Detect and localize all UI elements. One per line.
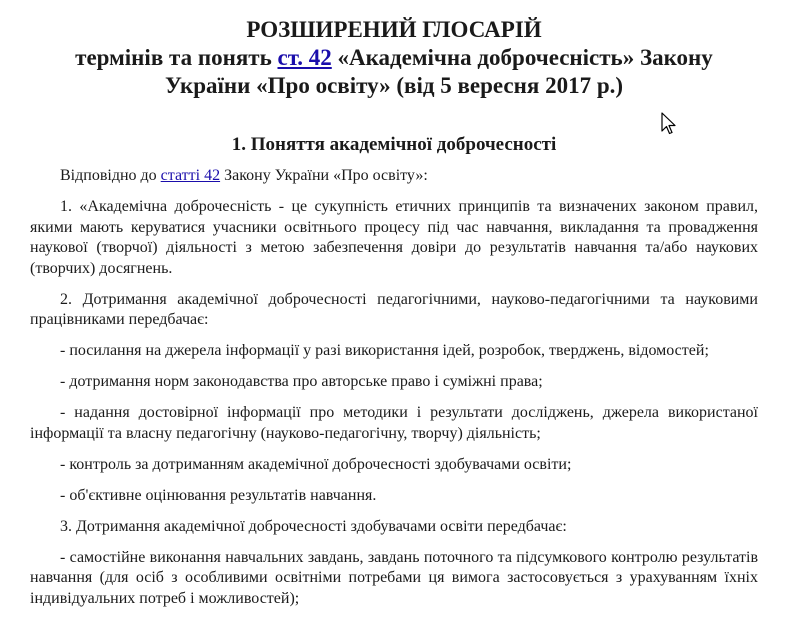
title-line-2-suffix: «Академічна доброчесність» Закону (331, 45, 713, 70)
paragraph-student-obligations: 3. Дотримання академічної доброчесності здобувачами освіти передбачає: (60, 517, 567, 535)
section-heading: 1. Поняття академічної доброчесності (231, 134, 557, 155)
title-line-1: РОЗШИРЕНИЙ ГЛОСАРІЙ (246, 17, 542, 42)
document-title (30, 0, 758, 100)
title-line-2 (30, 44, 758, 72)
title-line-3: України «Про освіту» (від 5 вересня 2017 р.) (164, 73, 624, 98)
intro-prefix: Відповідно до (60, 167, 161, 184)
mouse-pointer-icon (661, 112, 677, 136)
list-item-citations: - посилання на джерела інформації у разі використання ідей, розробок, тверджень, відомостей; (60, 342, 709, 359)
paragraph-staff-obligations: 2. Дотримання академічної доброчесності педагогічними, науково-педагогічними та науковими працівниками передбачає: (30, 290, 758, 328)
list-item-reliable-info: - надання достовірної інформації про методики і результати досліджень, джерела використаної інформації та власну педагогічну (науково-педагогічну, творчу) діяльність; (30, 404, 758, 442)
article-42-link[interactable]: ст. 42 (277, 45, 332, 70)
list-item-control: - контроль за дотриманням академічної доброчесності здобувачами освіти; (60, 455, 572, 473)
list-item-independent-work: - самостійне виконання навчальних завдань, завдань поточного та підсумкового контролю результатів навчання (для осіб з особливими освітніми потребами ця вимога застосовується з урахуванням їхніх індивідуальних потреб і можливостей); (30, 548, 758, 607)
article-42-intro-link[interactable]: статті 42 (160, 167, 221, 184)
title-line-2-prefix: термінів та понять (75, 45, 278, 70)
list-item-objective-assessment: - об'єктивне оцінювання результатів навчання. (60, 486, 377, 504)
list-item-copyright: - дотримання норм законодавства про авторське право і суміжні права; (60, 373, 543, 390)
intro-suffix: Закону України «Про освіту»: (220, 167, 428, 184)
intro-paragraph (30, 166, 758, 187)
paragraph-definition: 1. «Академічна доброчесність - це сукупність етичних принципів та визначених законом правил, якими мають керуватися учасники освітнього процесу під час навчання, викладання та провадження наукової (творчої) діяльності з метою забезпечення довіри до результатів навчання та/або наукових (творчих) досягнень. (30, 198, 758, 277)
